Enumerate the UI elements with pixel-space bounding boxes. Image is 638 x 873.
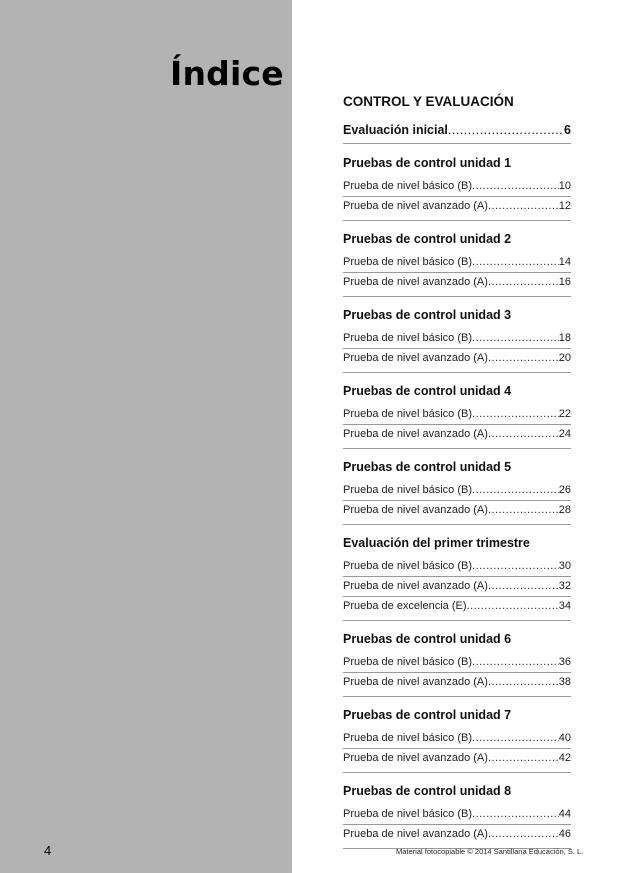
dot-leader [472,807,559,821]
entry-page: 34 [558,600,571,612]
entry-page: 12 [558,200,571,212]
entry-page: 42 [558,752,571,764]
entry-page: 46 [558,828,571,840]
entry-page: 6 [564,123,571,137]
toc-entry [343,196,571,216]
entry-page: 36 [558,656,571,668]
dot-leader [472,255,559,269]
entry-label: Prueba de nivel avanzado (A) [343,504,488,516]
toc-group-title: Pruebas de control unidad 7 [343,708,512,722]
dot-leader [472,655,559,669]
toc-entry [343,824,571,844]
toc-entry [343,481,571,500]
entry-page: 40 [558,732,571,744]
dot-leader [472,731,559,745]
entry-page: 10 [558,180,571,192]
entry-page: 24 [558,428,571,440]
toc-heading: CONTROL Y EVALUACIÓN [343,94,514,109]
toc-group-title: Pruebas de control unidad 2 [343,232,512,246]
entry-page: 32 [558,580,571,592]
toc-group-title: Evaluación del primer trimestre [343,536,530,550]
toc-entry [343,329,571,348]
entry-page: 14 [558,256,571,268]
toc-entry [343,405,571,424]
entry-page: 20 [558,352,571,364]
toc-group [343,460,571,525]
dot-leader [488,199,559,213]
entry-label: Prueba de nivel avanzado (A) [343,752,488,764]
toc-group [343,536,571,621]
entry-label: Prueba de nivel básico (B) [343,808,473,820]
dot-leader [488,351,559,365]
toc-entry [343,672,571,692]
entry-page: 26 [558,484,571,496]
entry-label: Prueba de nivel básico (B) [343,484,473,496]
table-of-contents [343,94,571,860]
toc-entry [343,596,571,616]
toc-entry [343,272,571,292]
toc-group [343,308,571,373]
dot-leader [488,579,559,593]
toc-entry [343,653,571,672]
dot-leader [488,427,559,441]
entry-label: Prueba de nivel avanzado (A) [343,828,488,840]
dot-leader [488,751,559,765]
entry-label: Prueba de nivel básico (B) [343,332,473,344]
entry-label: Prueba de nivel avanzado (A) [343,200,488,212]
dot-leader [488,503,559,517]
toc-top-entry [343,123,571,144]
entry-page: 28 [558,504,571,516]
entry-label: Prueba de nivel avanzado (A) [343,276,488,288]
dot-leader [488,675,559,689]
dot-leader [472,179,559,193]
toc-group-title: Pruebas de control unidad 6 [343,632,512,646]
toc-entry [343,348,571,368]
toc-entry [343,748,571,768]
entry-label: Prueba de nivel básico (B) [343,732,473,744]
toc-entry [343,424,571,444]
toc-group-title: Pruebas de control unidad 1 [343,156,512,170]
toc-group-title: Pruebas de control unidad 8 [343,784,512,798]
toc-entry [343,557,571,576]
entry-label: Prueba de nivel básico (B) [343,656,473,668]
toc-groups [343,156,571,849]
dot-leader [472,559,559,573]
entry-page: 22 [558,408,571,420]
toc-entry [343,729,571,748]
toc-group-title: Pruebas de control unidad 4 [343,384,512,398]
dot-leader [467,599,559,613]
entry-page: 38 [558,676,571,688]
toc-group-title: Pruebas de control unidad 3 [343,308,512,322]
entry-label: Prueba de nivel avanzado (A) [343,676,488,688]
page-number: 4 [44,843,52,858]
toc-group [343,784,571,849]
entry-page: 18 [558,332,571,344]
entry-label: Prueba de nivel básico (B) [343,408,473,420]
copyright-footer: Material fotocopiable © 2014 Santillana Educación, S. L. [396,847,584,856]
grey-side-panel [0,0,292,873]
toc-entry [343,500,571,520]
toc-entry [343,177,571,196]
toc-group [343,232,571,297]
entry-label: Prueba de nivel avanzado (A) [343,580,488,592]
entry-label: Prueba de nivel básico (B) [343,180,473,192]
dot-leader [488,827,559,841]
toc-group [343,156,571,221]
toc-group [343,708,571,773]
toc-entry [343,576,571,596]
dot-leader [448,123,564,137]
entry-page: 44 [558,808,571,820]
entry-label: Prueba de nivel básico (B) [343,560,473,572]
toc-entry [343,805,571,824]
entry-label: Prueba de nivel avanzado (A) [343,352,488,364]
entry-label: Prueba de nivel básico (B) [343,256,473,268]
entry-page: 30 [558,560,571,572]
toc-group-title: Pruebas de control unidad 5 [343,460,512,474]
entry-label: Prueba de nivel avanzado (A) [343,428,488,440]
entry-label: Prueba de excelencia (E) [343,600,467,612]
entry-page: 16 [558,276,571,288]
dot-leader [472,407,559,421]
entry-label: Evaluación inicial [343,123,448,137]
dot-leader [472,483,559,497]
toc-group [343,384,571,449]
dot-leader [472,331,559,345]
toc-entry [343,253,571,272]
dot-leader [488,275,559,289]
page-title: Índice [170,54,284,93]
toc-group [343,632,571,697]
